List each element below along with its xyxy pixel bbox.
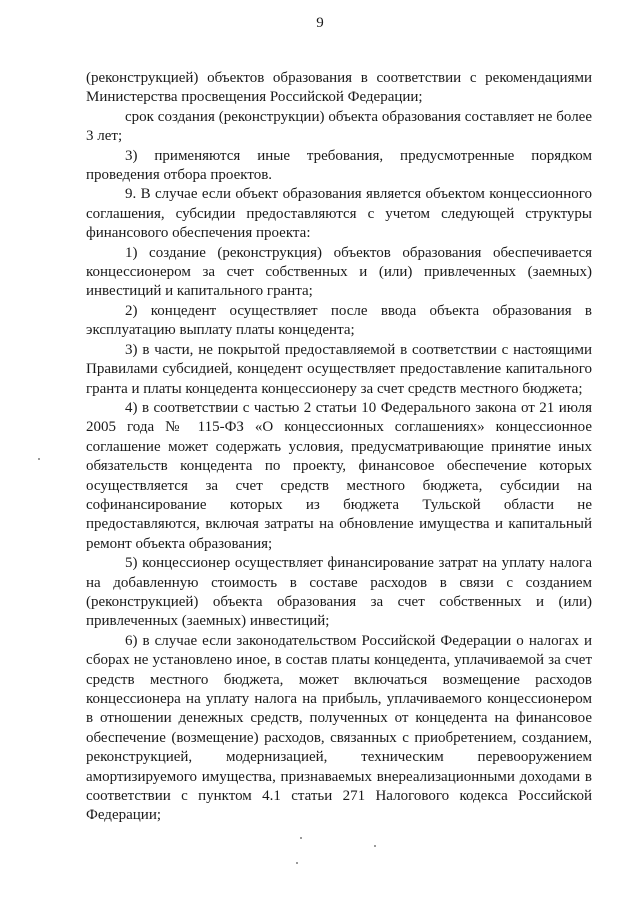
scan-speck bbox=[38, 458, 40, 460]
paragraph-item-5-vat: 5) концессионер осуществляет финансирование затрат на уплату налога на добавленную стоимость в составе расходов в связи с созданием (реконструкцией) объекта образования за счет собственных и (или) привлеченных (заемных) инвестиций; bbox=[86, 555, 592, 630]
scan-speck bbox=[300, 837, 302, 839]
paragraph-clause-9: 9. В случае если объект образования является объектом концессионного соглашения, субсидии предоставляются с учетом следующей структуры финансового обеспечения проекта: bbox=[86, 186, 592, 242]
paragraph-item-2-grantor-payment: 2) концедент осуществляет после ввода объекта образования в эксплуатацию выплату платы концедента; bbox=[86, 302, 592, 339]
paragraph-item-1-creation: 1) создание (реконструкция) объектов образования обеспечивается концессионером за счет собственных и (или) привлеченных (заемных) инвестиций и капитального гранта; bbox=[86, 244, 592, 300]
scan-speck bbox=[296, 862, 298, 864]
paragraph-continuation: (реконструкцией) объектов образования в соответствии с рекомендациями Министерства просвещения Российской Федерации; bbox=[86, 70, 592, 106]
scan-speck bbox=[374, 845, 376, 847]
paragraph-item-4-obligations: 4) в соответствии с частью 2 статьи 10 Федерального закона от 21 июля 2005 года № 115-ФЗ «О концессионных соглашениях» концессионное соглашение может содержать условия, предусматривающие принятие иных обязательств концедента по проекту, финансовое обеспечение которых осуществляется за счет средств местного бюджета, субсидии на софинансирование которых из бюджета Тульской области не предоставляются, включая затраты на обновление имущества и капитальный ремонт объекта образования; bbox=[86, 399, 592, 552]
page-number: 9 bbox=[316, 15, 324, 31]
document-body bbox=[86, 69, 592, 826]
paragraph-item-3-requirements: 3) применяются иные требования, предусмотренные порядком проведения отбора проектов. bbox=[86, 147, 592, 184]
paragraph-item-6-profit-tax: 6) в случае если законодательством Российской Федерации о налогах и сборах не установлено иное, в состав платы концедента, уплачиваемой за счет средств местного бюджета, может включаться возмещение расходов концессионера на уплату налога на прибыль, уплачиваемого концессионером в отношении денежных средств, полученных от концедента на финансовое обеспечение (возмещение) расходов, связанных с приобретением, созданием, реконструкцией, модернизацией, техническим перевооружением амортизируемого имущества, признаваемых внереализационными доходами в соответствии с пунктом 4.1 статьи 271 Налогового кодекса Российской Федерации; bbox=[86, 632, 592, 824]
paragraph-item-3-capital-grant: 3) в части, не покрытой предоставляемой в соответствии с настоящими Правилами субсидией, концедент осуществляет предоставление капитального гранта и платы концедента концессионеру за счет средств местного бюджета; bbox=[86, 341, 592, 397]
paragraph-construction-term: срок создания (реконструкции) объекта образования составляет не более 3 лет; bbox=[86, 108, 592, 145]
